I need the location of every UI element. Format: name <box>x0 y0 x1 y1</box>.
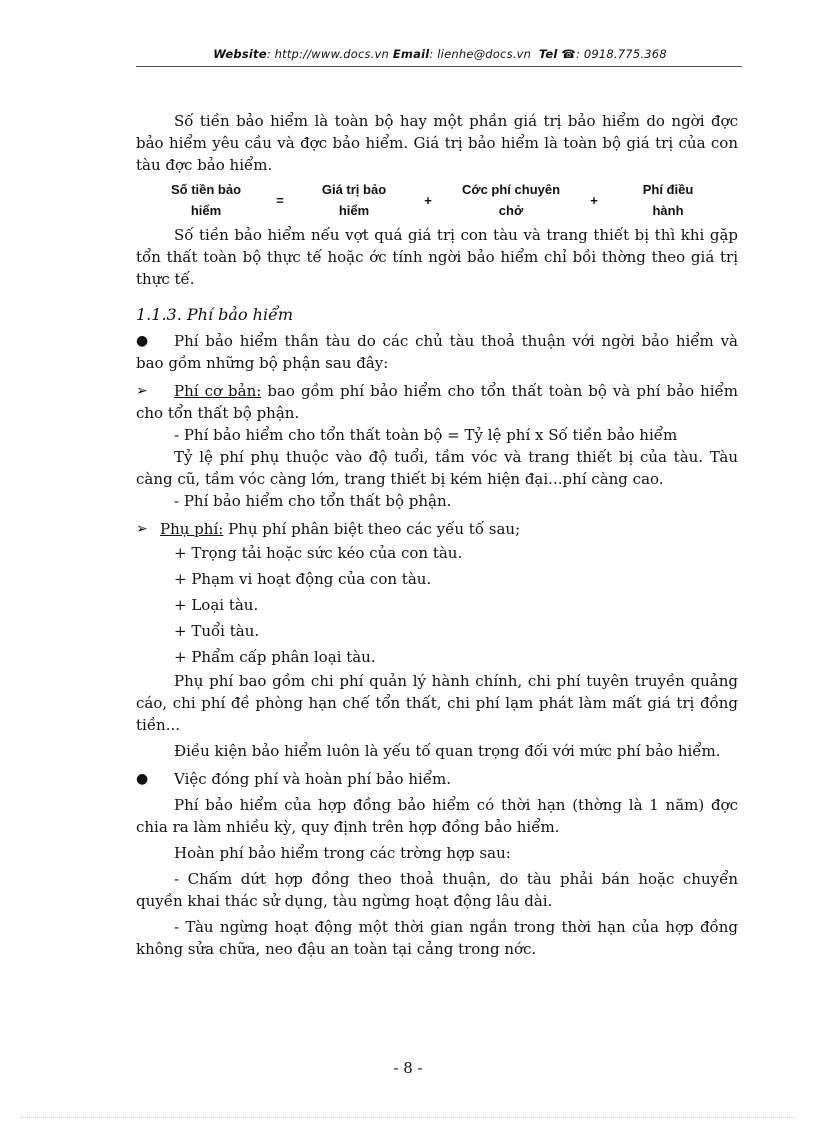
formula-term: Cớc phí chuyên chở <box>461 182 561 218</box>
bullet-icon: ● <box>136 771 149 787</box>
formula-term: Phí điều hành <box>642 182 694 218</box>
email-label: Email <box>392 47 430 61</box>
tel-value: : 0918.775.368 <box>575 47 667 61</box>
page-number: - 8 - <box>393 1059 423 1077</box>
paragraph: - Tàu ngừng hoạt động một thời gian ngắn trong thời hạn của hợp đồng không sửa chữa, neo đậu an toàn tại cảng trong nớc. <box>136 918 738 958</box>
arrow-bullet-icon: ➢ <box>136 383 148 399</box>
arrow-item: ➢ Phụ phí: Phụ phí phân biệt theo các yếu tố sau; <box>136 520 521 538</box>
formula-operator: + <box>590 192 598 208</box>
surcharge-factor-list <box>136 540 738 670</box>
arrow-item-label: Phụ phí: <box>160 520 224 538</box>
website-label: Website <box>213 47 267 61</box>
phone-icon: ☎ <box>561 47 576 61</box>
list-item: + Trọng tải hoặc sức kéo của con tàu. <box>174 544 463 562</box>
tel-label: Tel <box>538 47 558 61</box>
paragraph: Điều kiện bảo hiểm luôn là yếu tố quan trọng đối với mức phí bảo hiểm. <box>174 742 721 760</box>
paragraph: Phí bảo hiểm của hợp đồng bảo hiểm có thời hạn (thờng là 1 năm) đợc chia ra làm nhiều kỳ, quy định trên hợp đồng bảo hiểm. <box>136 796 738 836</box>
formula-operator: = <box>276 192 284 208</box>
bullet-item: ● Việc đóng phí và hoàn phí bảo hiểm. <box>136 770 452 788</box>
paragraph: Số tiền bảo hiểm nếu vợt quá giá trị con tàu và trang thiết bị thì khi gặp tổn thất toàn bộ thực tế hoặc ớc tính ngời bảo hiểm chỉ bồi thờng theo giá trị thực tế. <box>136 226 738 288</box>
page-header <box>138 47 742 61</box>
formula-line: - Phí bảo hiểm cho tổn thất toàn bộ = Tỷ lệ phí x Số tiền bảo hiểm <box>174 426 678 444</box>
bullet-icon: ● <box>136 333 149 349</box>
document-body <box>136 110 738 960</box>
header-rule <box>136 66 742 67</box>
list-item: + Tuổi tàu. <box>174 622 260 640</box>
formula-term: Số tiền bảo hiểm <box>170 182 242 218</box>
paragraph: - Chấm dứt hợp đồng theo thoả thuận, do tàu phải bán hoặc chuyển quyền khai thác sử dụng, tàu ngừng hoạt động lâu dài. <box>136 870 738 910</box>
list-item: + Phẩm cấp phân loại tàu. <box>174 648 376 666</box>
page-bottom-border <box>20 1117 796 1118</box>
paragraph: Số tiền bảo hiểm là toàn bộ hay một phần giá trị bảo hiểm do ngời đợc bảo hiểm yêu cầu và đợc bảo hiểm. Giá trị bảo hiểm là toàn bộ giá trị của con tàu đợc bảo hiểm. <box>136 112 738 174</box>
arrow-item: ➢ Phí cơ bản: bao gồm phí bảo hiểm cho tổn thất toàn bộ và phí bảo hiểm cho tổn thất bộ phận. <box>136 382 738 422</box>
arrow-item-label: Phí cơ bản: <box>174 382 262 400</box>
list-item: + Loại tàu. <box>174 596 259 614</box>
paragraph: Phụ phí bao gồm chi phí quản lý hành chính, chi phí tuyên truyền quảng cáo, chi phí đề phòng hạn chế tổn thất, chi phí lạm phát làm mất giá trị đồng tiền... <box>136 672 738 734</box>
formula-term: Giá trị bảo hiểm <box>321 182 387 218</box>
website-value: : http://www.docs.vn <box>266 47 390 61</box>
list-line: - Phí bảo hiểm cho tổn thất bộ phận. <box>174 492 452 510</box>
arrow-bullet-icon: ➢ <box>136 521 148 537</box>
paragraph: Tỷ lệ phí phụ thuộc vào độ tuổi, tầm vóc và trang thiết bị của tàu. Tàu càng cũ, tầm vóc càng lớn, trang thiết bị kém hiện đại...phí càng cao. <box>136 448 738 488</box>
list-item: + Phạm vi hoạt động của con tàu. <box>174 570 432 588</box>
email-value: : lienhe@docs.vn <box>429 47 532 61</box>
bullet-item: ● Phí bảo hiểm thân tàu do các chủ tàu thoả thuận với ngời bảo hiểm và bao gồm những bộ phận sau đây: <box>136 332 738 372</box>
paragraph: Hoàn phí bảo hiểm trong các trờng hợp sau: <box>174 844 511 862</box>
formula-operator: + <box>424 192 432 208</box>
section-heading: 1.1.3. Phí bảo hiểm <box>136 305 294 324</box>
formula <box>150 179 724 221</box>
